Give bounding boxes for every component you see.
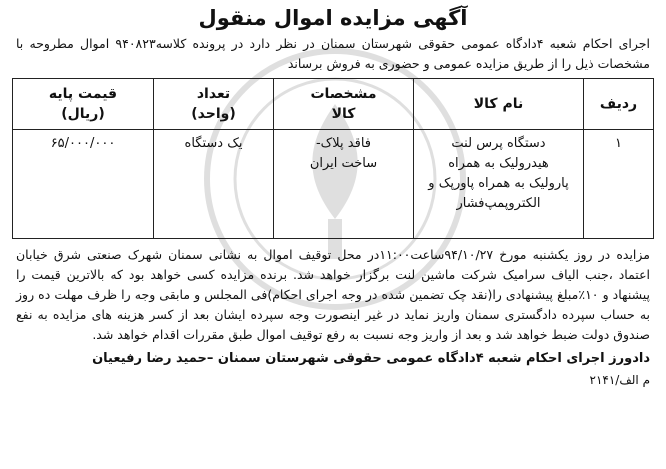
header-spec-line2: کالا: [331, 106, 356, 122]
header-base-price: [13, 79, 154, 130]
item-name-line: دستگاه پرس لنت: [451, 136, 546, 151]
cell-quantity: یک دستگاه: [154, 130, 274, 239]
item-name-line: الکتروپمپ‌فشار: [456, 196, 541, 211]
notice-intro: اجرای احکام شعبه ۴دادگاه عمومی حقوقی شهرستان سمنان در نظر دارد در پرونده کلاسه۹۴۰۸۲۳ اموال مطروحه با مشخصات ذیل را از طریق مزایده عمومی و حضوری به فروش برساند: [16, 36, 650, 71]
header-item-spec: [274, 79, 414, 130]
header-item-name: نام کالا: [414, 79, 584, 130]
header-qty-line2: (واحد): [191, 106, 236, 122]
cell-base-price: ۶۵/۰۰۰/۰۰۰: [13, 130, 154, 239]
cell-item-name: [414, 130, 584, 239]
cell-item-spec: [274, 130, 414, 239]
header-qty-line1: تعداد: [196, 86, 231, 102]
cell-row-number: ۱: [584, 130, 654, 239]
reference-number: م الف/۲۱۴۱: [589, 373, 650, 387]
notice-body: مزایده در روز یکشنبه مورخ ۹۴/۱۰/۲۷ساعت۱۱:۰۰در محل توقیف اموال به نشانی سمنان شهرک صنعتی شرق خیابان اعتماد ،جنب الیاف سرامیک شرکت ماشین لنت برگزار خواهد شد. برنده مزایده کسی خواهد بود که بالاترین قیمت را پیشنهاد و ۱۰٪مبلغ پیشنهادی را(نقد چک تضمین شده در وجه اجرای احکام)فی المجلس و مابقی وجه را ظرف مهلت ده روز به حساب سپرده دادگستری سمنان واریز نماید در غیر اینصورت وجه سپرده ایشان بعد از کسر هزینه های مزایده به نفع صندوق دولت ضبط خواهد شد و بعد از واریز وجه نسبت به رفع توقیف اموال طبق مقررات اقدام خواهد شد.: [16, 247, 650, 342]
item-spec-line1: فاقد پلاک-: [315, 136, 372, 151]
notice-title: آگهی مزایده اموال منقول: [198, 6, 468, 30]
item-spec-line2: ساخت ایران: [309, 156, 378, 171]
signature-line: دادورز اجرای احکام شعبه ۴دادگاه عمومی حقوقی شهرستان سمنان –حمید رضا رفیعیان: [92, 351, 650, 366]
header-price-line1: قیمت پایه: [48, 86, 118, 102]
header-row-number: ردیف: [584, 79, 654, 130]
header-spec-line1: مشخصات: [310, 86, 377, 102]
header-quantity: [154, 79, 274, 130]
items-table: [12, 78, 654, 239]
table-header-row: [13, 79, 654, 130]
item-name-line: هیدرولیک به همراه: [448, 156, 549, 171]
table-row: [13, 130, 654, 239]
item-name-line: پارولیک به همراه پاورپک و: [428, 176, 569, 191]
header-price-line2: (ریال): [61, 106, 105, 122]
